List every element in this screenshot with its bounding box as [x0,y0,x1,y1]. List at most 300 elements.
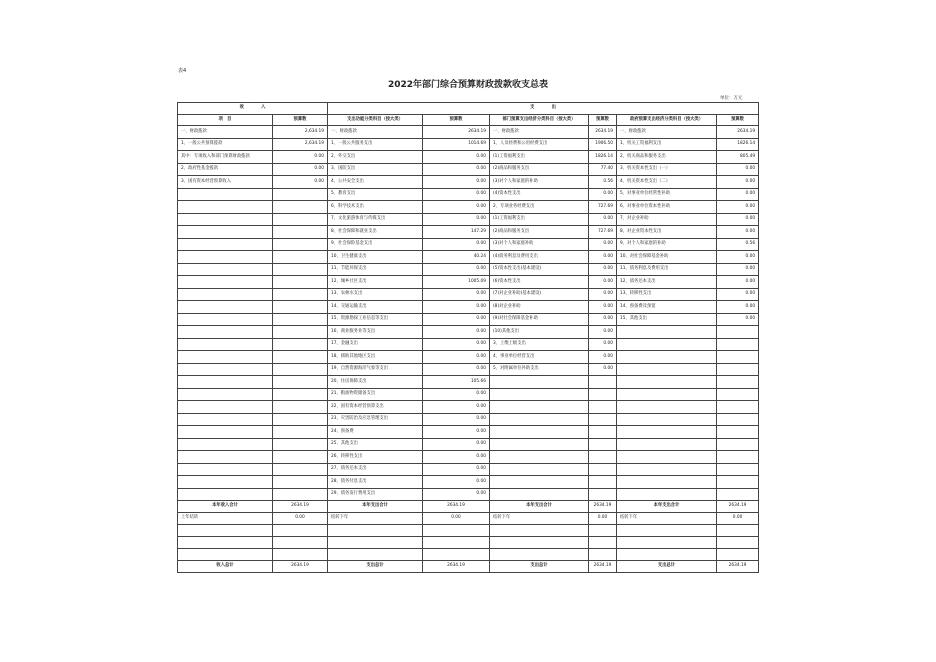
item-cell: 5、对事业单位经常性补助 [617,188,717,201]
item-cell [178,288,273,301]
amount-cell [273,388,328,401]
item-cell [617,338,717,351]
item-cell: 结转下年 [617,513,717,525]
amount-cell [273,288,328,301]
column-header: 预算数 [423,115,490,126]
item-cell: (2)商品和服务支出 [490,226,589,239]
table-row [178,238,759,251]
item-cell: 一、财政拨款 [178,126,273,139]
table-row [178,226,759,239]
table-row [178,351,759,364]
item-cell [178,213,273,226]
item-cell [178,376,273,389]
balance-row [178,513,759,525]
amount-cell [717,401,759,414]
item-cell [178,188,273,201]
table-row [178,138,759,151]
amount-cell: 0.56 [589,176,617,189]
item-cell: 2、机关商品和服务支出 [617,151,717,164]
amount-cell: 0.00 [423,338,490,351]
item-cell [178,401,273,414]
item-cell: 7、对企业补助 [617,213,717,226]
item-cell [490,426,589,439]
amount-cell: 0.00 [423,326,490,339]
amount-cell: 0.00 [589,513,617,525]
amount-cell [273,326,328,339]
item-cell: 9、社会保险基金支出 [328,238,423,251]
item-cell: (6)资本性支出 [490,276,589,289]
amount-cell [273,476,328,489]
amount-cell: 0.00 [423,351,490,364]
item-cell: 1、人员经费和公用经费支出 [490,138,589,151]
amount-cell [273,438,328,451]
amount-cell: 805.49 [717,151,759,164]
amount-cell [273,376,328,389]
item-cell [617,351,717,364]
amount-cell: 0.00 [423,151,490,164]
item-cell: 17、金融支出 [328,338,423,351]
amount-cell: 2634.19 [589,561,617,573]
amount-cell: 0.00 [423,463,490,476]
amount-cell [717,413,759,426]
column-header: 预算数 [717,115,759,126]
table-row [178,388,759,401]
item-cell: 4、机关资本性支出（二） [617,176,717,189]
table-row [178,426,759,439]
item-cell: 一、财政拨款 [617,126,717,139]
amount-cell: 0.00 [589,276,617,289]
amount-cell: 1005.09 [423,276,490,289]
amount-cell: 0.00 [717,313,759,326]
item-cell [178,451,273,464]
empty-cell [589,549,617,561]
amount-cell: 0.00 [423,388,490,401]
item-cell: 结转下年 [490,513,589,525]
item-cell: (1)工资福利支出 [490,213,589,226]
table-row [178,188,759,201]
amount-cell: 0.00 [717,276,759,289]
table-row [178,263,759,276]
item-cell: 结转下年 [328,513,423,525]
empty-cell [717,525,759,537]
amount-cell: 0.00 [423,476,490,489]
table-row [178,326,759,339]
item-cell: (1)工资福利支出 [490,151,589,164]
item-cell [490,438,589,451]
empty-cell [273,549,328,561]
amount-cell [717,463,759,476]
amount-cell: 0.00 [423,238,490,251]
amount-cell: 2634.19 [423,561,490,573]
amount-cell: 1826.14 [589,151,617,164]
item-cell: 1、一般公共预算拨款 [178,138,273,151]
amount-cell: 0.00 [589,363,617,376]
amount-cell: 0.00 [423,426,490,439]
amount-cell [273,276,328,289]
empty-cell [423,549,490,561]
item-cell [178,326,273,339]
amount-cell: 77.40 [589,163,617,176]
item-cell: (3)对个人和家庭补助 [490,238,589,251]
item-cell [490,388,589,401]
amount-cell [589,476,617,489]
item-cell: 7、文化旅游体育与传媒支出 [328,213,423,226]
empty-cell [589,537,617,549]
amount-cell [589,401,617,414]
expense-section-header: 支 出 [328,103,759,115]
item-cell: 3、国有资本经营预算收入 [178,176,273,189]
table-row [178,313,759,326]
item-cell [617,488,717,501]
item-cell: (8)对企业补助 [490,301,589,314]
amount-cell: 0.00 [423,313,490,326]
amount-cell: 0.00 [423,213,490,226]
section-row [178,103,759,115]
item-cell: 12、城乡社区支出 [328,276,423,289]
sheet-tag: 表4 [178,68,187,74]
item-cell: (7)对企业补助(基本建设) [490,288,589,301]
item-cell [178,263,273,276]
amount-cell [589,463,617,476]
amount-cell [717,338,759,351]
budget-table [177,102,759,573]
table-row [178,363,759,376]
amount-cell [717,476,759,489]
item-cell [617,401,717,414]
item-cell [178,313,273,326]
amount-cell: 0.00 [717,176,759,189]
table-row [178,126,759,139]
amount-cell: 0.00 [273,513,328,525]
table-row [178,176,759,189]
item-cell: 26、转移性支出 [328,451,423,464]
amount-cell: 2,634.19 [273,138,328,151]
empty-cell [178,537,273,549]
item-cell: 8、对企业资本性支出 [617,226,717,239]
item-cell [178,488,273,501]
amount-cell: 0.00 [423,401,490,414]
item-cell: 20、住房保障支出 [328,376,423,389]
amount-cell: 0.00 [423,301,490,314]
amount-cell: 0.00 [273,163,328,176]
amount-cell [717,326,759,339]
item-cell [490,476,589,489]
item-cell [617,451,717,464]
item-cell: 一、财政拨款 [490,126,589,139]
amount-cell: 0.00 [589,351,617,364]
table-row [178,438,759,451]
empty-cell [423,537,490,549]
table-row [178,376,759,389]
table-row [178,251,759,264]
amount-cell: 2634.19 [717,501,759,513]
amount-cell [717,438,759,451]
empty-cell [490,537,589,549]
item-cell: (3)对个人和家庭的补助 [490,176,589,189]
amount-cell: 0.00 [589,326,617,339]
item-cell: 12、债务还本支出 [617,276,717,289]
empty-cell [717,537,759,549]
amount-cell [273,301,328,314]
item-cell: 14、预备费及预留 [617,301,717,314]
amount-cell [717,376,759,389]
amount-cell [273,201,328,214]
amount-cell: 40.24 [423,251,490,264]
amount-cell: 727.69 [589,201,617,214]
empty-cell [490,525,589,537]
item-cell: 4、公共安全支出 [328,176,423,189]
item-cell: 22、国有资本经营预算支出 [328,401,423,414]
amount-cell [273,263,328,276]
item-cell: 19、自然资源海洋气象等支出 [328,363,423,376]
amount-cell: 0.00 [423,451,490,464]
table-row [178,451,759,464]
amount-cell: 0.00 [589,301,617,314]
amount-cell [717,351,759,364]
item-cell: (2)商品和服务支出 [490,163,589,176]
grand-total-row [178,561,759,573]
amount-cell: 2634.19 [717,126,759,139]
amount-cell: 0.00 [589,238,617,251]
amount-cell: 0.00 [717,163,759,176]
amount-cell [589,376,617,389]
empty-cell [178,549,273,561]
item-cell: 1、一般公共服务支出 [328,138,423,151]
item-cell: 13、农林水支出 [328,288,423,301]
column-header: 政府预算支出经济分类科目（按大类） [617,115,717,126]
item-cell [617,426,717,439]
amount-cell: 0.00 [423,188,490,201]
amount-cell [717,451,759,464]
item-cell: 9、对个人和家庭的补助 [617,238,717,251]
item-cell: 11、节能环保支出 [328,263,423,276]
blank-row [178,525,759,537]
item-cell [617,438,717,451]
item-cell [617,388,717,401]
item-cell: (4)资本性支出 [490,188,589,201]
item-cell: 13、转移性支出 [617,288,717,301]
amount-cell: 0.00 [423,488,490,501]
item-cell [178,238,273,251]
amount-cell [589,426,617,439]
item-cell: 5、对附属单位补助支出 [490,363,589,376]
amount-cell [717,388,759,401]
empty-cell [617,549,717,561]
item-cell: 3、上缴上级支出 [490,338,589,351]
item-cell: 11、债务利息及费用支出 [617,263,717,276]
amount-cell: 0.00 [589,288,617,301]
item-cell: 支出总计 [490,561,589,573]
empty-cell [273,525,328,537]
amount-cell: 2,634.19 [273,126,328,139]
amount-cell [273,188,328,201]
year-total-row [178,501,759,513]
amount-cell: 0.56 [717,238,759,251]
amount-cell: 0.00 [717,213,759,226]
amount-cell: 1014.69 [423,138,490,151]
empty-cell [617,537,717,549]
amount-cell: 0.00 [423,413,490,426]
amount-cell: 1906.50 [589,138,617,151]
item-cell [617,376,717,389]
blank-row [178,549,759,561]
table-row [178,163,759,176]
table-row [178,288,759,301]
item-cell [490,401,589,414]
amount-cell: 2634.19 [273,501,328,513]
item-cell: 3、国防支出 [328,163,423,176]
amount-cell [717,488,759,501]
amount-cell [589,413,617,426]
amount-cell: 2634.19 [423,501,490,513]
item-cell: 4、事业单位经营支出 [490,351,589,364]
item-cell [617,326,717,339]
amount-cell [273,451,328,464]
item-cell: 16、商业服务业等支出 [328,326,423,339]
empty-cell [328,537,423,549]
item-cell [178,426,273,439]
item-cell: 8、社会保障和就业支出 [328,226,423,239]
item-cell: 2、政府性基金拨款 [178,163,273,176]
item-cell [178,438,273,451]
amount-cell [273,213,328,226]
amount-cell: 0.00 [423,201,490,214]
amount-cell: 0.00 [273,176,328,189]
item-cell: 14、交通运输支出 [328,301,423,314]
amount-cell: 0.00 [423,288,490,301]
amount-cell [589,488,617,501]
amount-cell [273,313,328,326]
item-cell [490,376,589,389]
amount-cell [717,426,759,439]
amount-cell: 0.00 [717,301,759,314]
item-cell: 其中：专项收入和部门预算财政拨款 [178,151,273,164]
table-row [178,276,759,289]
item-cell [178,351,273,364]
empty-cell [328,525,423,537]
item-cell: 24、预备费 [328,426,423,439]
item-cell: 本年支出合计 [490,501,589,513]
amount-cell [273,363,328,376]
empty-cell [717,549,759,561]
item-cell: 2、专项业务经费支出 [490,201,589,214]
table-row [178,201,759,214]
amount-cell: 0.00 [423,176,490,189]
item-cell: 10、卫生健康支出 [328,251,423,264]
blank-row [178,537,759,549]
amount-cell: 0.00 [589,263,617,276]
amount-cell: 0.00 [717,188,759,201]
income-section-header: 收 入 [178,103,328,115]
empty-cell [617,525,717,537]
item-cell: 21、粮油物资储备支出 [328,388,423,401]
empty-cell [328,549,423,561]
item-cell [178,276,273,289]
item-cell: 本年支出合计 [328,501,423,513]
item-cell [490,488,589,501]
amount-cell [273,226,328,239]
amount-cell: 0.00 [717,251,759,264]
item-cell [178,413,273,426]
item-cell: 支出总计 [328,561,423,573]
empty-cell [589,525,617,537]
item-cell: 18、援助其他地区支出 [328,351,423,364]
header-row [178,115,759,126]
item-cell: 15、其他支出 [617,313,717,326]
table-row [178,476,759,489]
amount-cell: 2634.19 [589,126,617,139]
amount-cell [589,388,617,401]
amount-cell: 2634.19 [717,561,759,573]
amount-cell [273,426,328,439]
amount-cell [589,438,617,451]
item-cell [617,463,717,476]
column-header: 部门预算支出经济分类科目（按大类） [490,115,589,126]
amount-cell [273,338,328,351]
item-cell: 支出总计 [617,561,717,573]
item-cell [178,463,273,476]
amount-cell: 147.29 [423,226,490,239]
item-cell: 本年支出合计 [617,501,717,513]
item-cell [178,388,273,401]
amount-cell [273,488,328,501]
amount-cell [273,413,328,426]
item-cell: (4)债务利息及费用支出 [490,251,589,264]
item-cell [490,463,589,476]
empty-cell [490,549,589,561]
item-cell: 收入总计 [178,561,273,573]
amount-cell: 0.00 [589,213,617,226]
amount-cell: 0.00 [717,288,759,301]
item-cell [178,301,273,314]
item-cell: 25、其他支出 [328,438,423,451]
amount-cell: 1826.14 [717,138,759,151]
amount-cell: 2634.19 [589,501,617,513]
amount-cell: 0.00 [589,188,617,201]
item-cell: 6、科学技术支出 [328,201,423,214]
amount-cell: 0.00 [717,513,759,525]
empty-cell [423,525,490,537]
amount-cell: 2634.19 [423,126,490,139]
amount-cell: 0.00 [589,251,617,264]
amount-cell: 0.00 [717,226,759,239]
table-row [178,338,759,351]
amount-cell [273,238,328,251]
item-cell: 29、债务发行费用支出 [328,488,423,501]
amount-cell: 0.00 [717,263,759,276]
amount-cell: 105.66 [423,376,490,389]
item-cell [617,413,717,426]
amount-cell: 0.00 [589,313,617,326]
page-title: 2022年部门综合预算财政拨款收支总表 [387,80,549,90]
item-cell [178,226,273,239]
item-cell: 6、对事业单位资本性补助 [617,201,717,214]
amount-cell: 0.00 [423,163,490,176]
item-cell: 一、财政拨款 [328,126,423,139]
item-cell [490,413,589,426]
amount-cell: 2634.19 [273,561,328,573]
table-row [178,488,759,501]
table-row [178,301,759,314]
item-cell: 23、灾害防治及应急管理支出 [328,413,423,426]
item-cell: (5)资本性支出(基本建设) [490,263,589,276]
item-cell [490,451,589,464]
column-header: 支出功能分类科目（按大类） [328,115,423,126]
item-cell: 5、教育支出 [328,188,423,201]
amount-cell [273,351,328,364]
amount-cell: 0.00 [423,263,490,276]
unit-label: 单位：万元 [720,96,743,101]
